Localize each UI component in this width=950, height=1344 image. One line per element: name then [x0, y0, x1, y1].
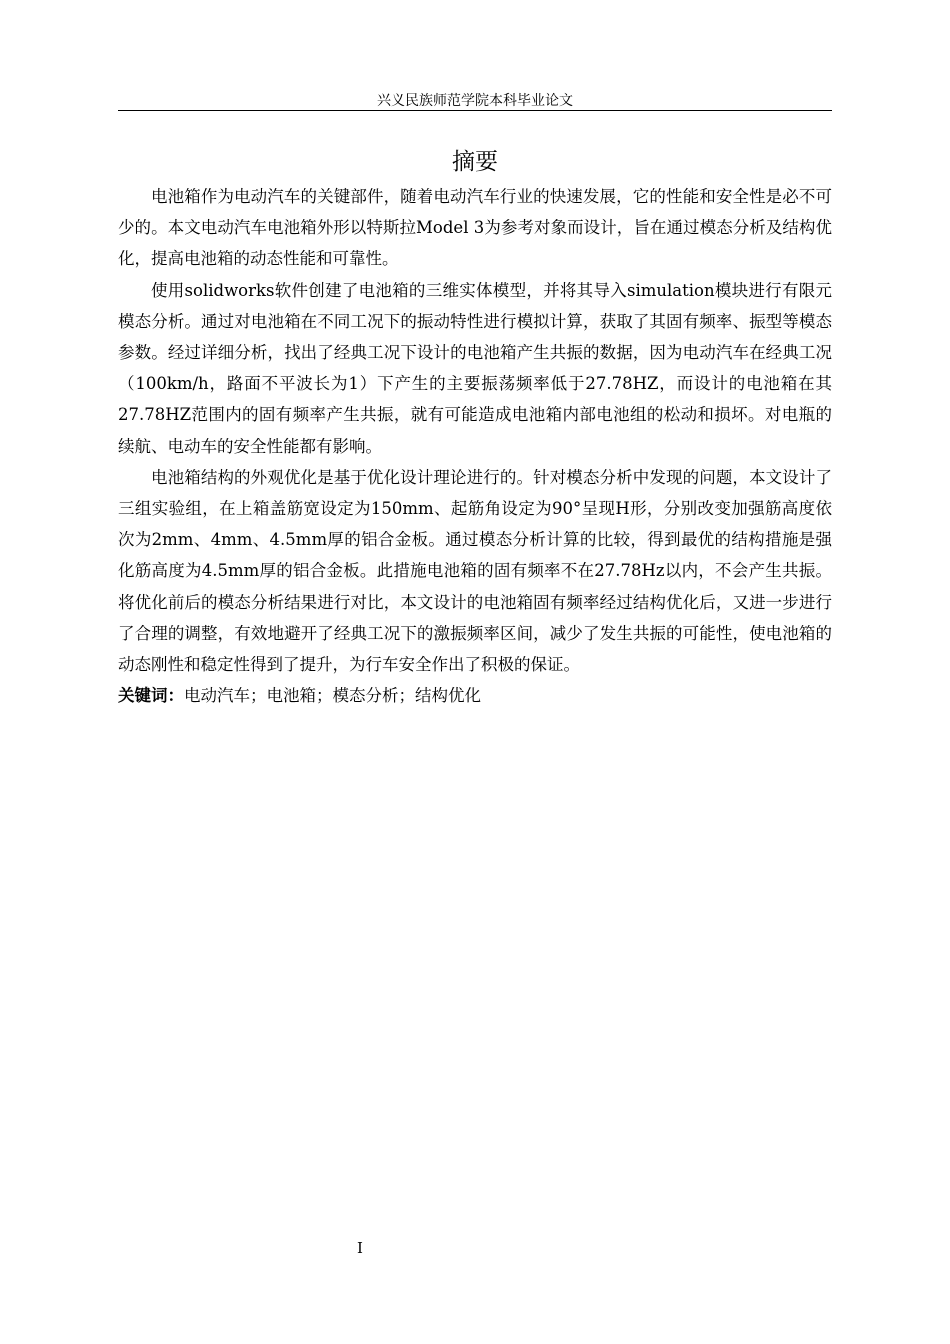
running-header: 兴义民族师范学院本科毕业论文 [377, 93, 573, 109]
header-rule [118, 110, 832, 111]
abstract-paragraph-1: 电池箱作为电动汽车的关键部件，随着电动汽车行业的快速发展，它的性能和安全性是必不可少的。本文电动汽车电池箱外形以特斯拉Model 3为参考对象而设计，旨在通过模态分析及结构优化，提高电池箱的动态性能和可靠性。 [118, 187, 832, 269]
abstract-paragraph-3: 电池箱结构的外观优化是基于优化设计理论进行的。针对模态分析中发现的问题，本文设计了三组实验组，在上箱盖筋宽设定为150mm、起筋角设定为90°呈现H形，分别改变加强筋高度依次为2mm、4mm、4.5mm厚的铝合金板。通过模态分析计算的比较，得到最优的结构措施是强化筋高度为4.5mm厚的铝合金板。此措施电池箱的固有频率不在27.78Hz以内，不会产生共振。将优化前后的模态分析结果进行对比，本文设计的电池箱固有频率经过结构优化后，又进一步进行了合理的调整，有效地避开了经典工况下的激振频率区间，减少了发生共振的可能性，使电池箱的动态刚性和稳定性得到了提升，为行车安全作出了积极的保证。 [118, 467, 832, 675]
abstract-body [118, 181, 832, 711]
abstract-title: 摘要 [452, 149, 498, 176]
keywords-line [118, 680, 832, 711]
page-number: I [357, 1239, 363, 1257]
keywords-text: 电动汽车；电池箱；模态分析；结构优化 [184, 686, 481, 706]
keywords-label: 关键词： [118, 686, 184, 706]
abstract-paragraph-2: 使用solidworks软件创建了电池箱的三维实体模型，并将其导入simulation模块进行有限元模态分析。通过对电池箱在不同工况下的振动特性进行模拟计算，获取了其固有频率、振型等模态参数。经过详细分析，找出了经典工况下设计的电池箱产生共振的数据，因为电动汽车在经典工况（100km/h，路面不平波长为1）下产生的主要振荡频率低于27.78HZ，而设计的电池箱在其27.78HZ范围内的固有频率产生共振，就有可能造成电池箱内部电池组的松动和损坏。对电瓶的续航、电动车的安全性能都有影响。 [118, 280, 832, 456]
